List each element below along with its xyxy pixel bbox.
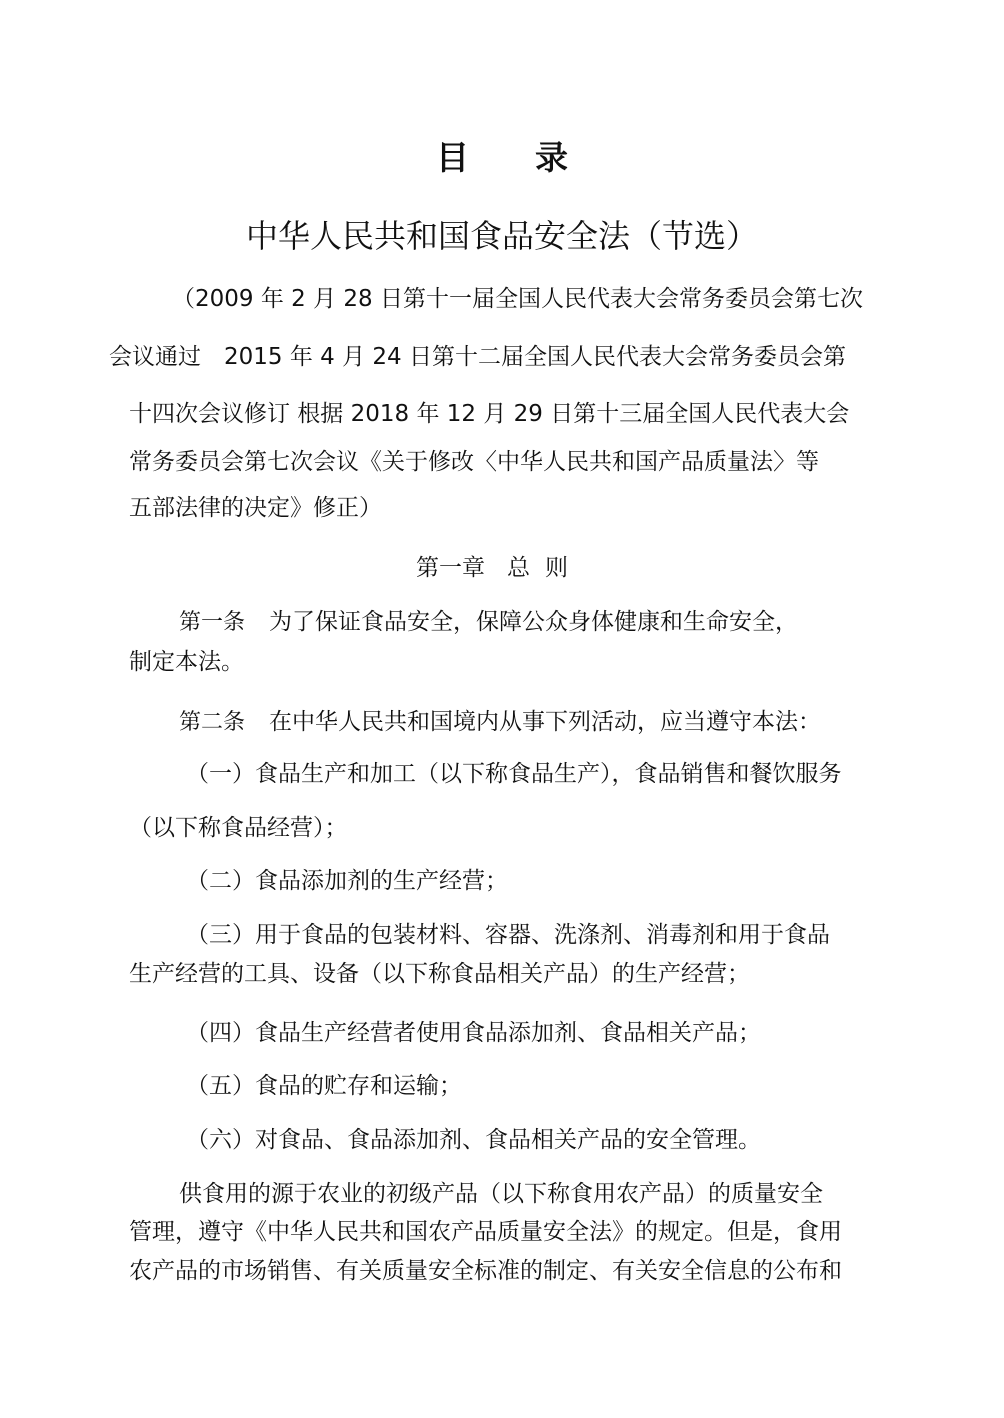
list-item: （五）食品的贮存和运输； — [186, 1073, 462, 1099]
toc-title — [0, 136, 1004, 180]
list-item: （三）用于食品的包装材料、容器、洗涤剂、消毒剂和用于食品 — [186, 922, 830, 948]
article-1-text: 为了保证食品安全，保障公众身体健康和生命安全， — [269, 609, 799, 635]
article-1-text-continued: 制定本法。 — [129, 649, 244, 675]
chapter-title — [416, 552, 568, 584]
article-1-heading: 第一条 — [179, 610, 246, 635]
list-item: （六）对食品、食品添加剂、食品相关产品的安全管理。 — [186, 1127, 761, 1153]
history-note-line: 常务委员会第七次会议《关于修改〈中华人民共和国产品质量法〉等 — [129, 449, 819, 475]
article-1 — [179, 606, 798, 639]
list-item-continued: 生产经营的工具、设备（以下称食品相关产品）的生产经营； — [129, 961, 750, 987]
article-2 — [179, 706, 821, 739]
paragraph-line: 管理，遵守《中华人民共和国农产品质量安全法》的规定。但是，食用 — [129, 1219, 842, 1245]
paragraph-line: 农产品的市场销售、有关质量安全标准的制定、有关安全信息的公布和 — [129, 1258, 842, 1284]
chapter-number: 第一章 — [416, 555, 485, 581]
article-2-heading: 第二条 — [179, 710, 246, 735]
history-note-line: 十四次会议修订 根据 2018 年 12 月 29 日第十三届全国人民代表大会 — [129, 401, 850, 427]
article-2-text: 在中华人民共和国境内从事下列活动，应当遵守本法： — [269, 709, 822, 735]
history-note-line: 会议通过 2015 年 4 月 24 日第十二届全国人民代表大会常务委员会第 — [109, 344, 846, 370]
list-item-continued: （以下称食品经营）； — [129, 815, 348, 841]
list-item: （四）食品生产经营者使用食品添加剂、食品相关产品； — [186, 1020, 761, 1046]
law-title: 中华人民共和国食品安全法（节选） — [245, 217, 758, 255]
history-note-line: 五部法律的决定》修正） — [129, 495, 382, 521]
history-note-line: （2009 年 2 月 28 日第十一届全国人民代表大会常务委员会第七次 — [172, 286, 863, 312]
list-item: （一）食品生产和加工（以下称食品生产），食品销售和餐饮服务 — [186, 761, 842, 787]
list-item: （二）食品添加剂的生产经营； — [186, 868, 508, 894]
toc-title-right: 录 — [535, 138, 568, 177]
chapter-name-part: 则 — [545, 555, 568, 581]
paragraph-line: 供食用的源于农业的初级产品（以下称食用农产品）的质量安全 — [179, 1181, 823, 1207]
chapter-name-part: 总 — [507, 555, 530, 581]
toc-title-left: 目 — [436, 138, 469, 177]
